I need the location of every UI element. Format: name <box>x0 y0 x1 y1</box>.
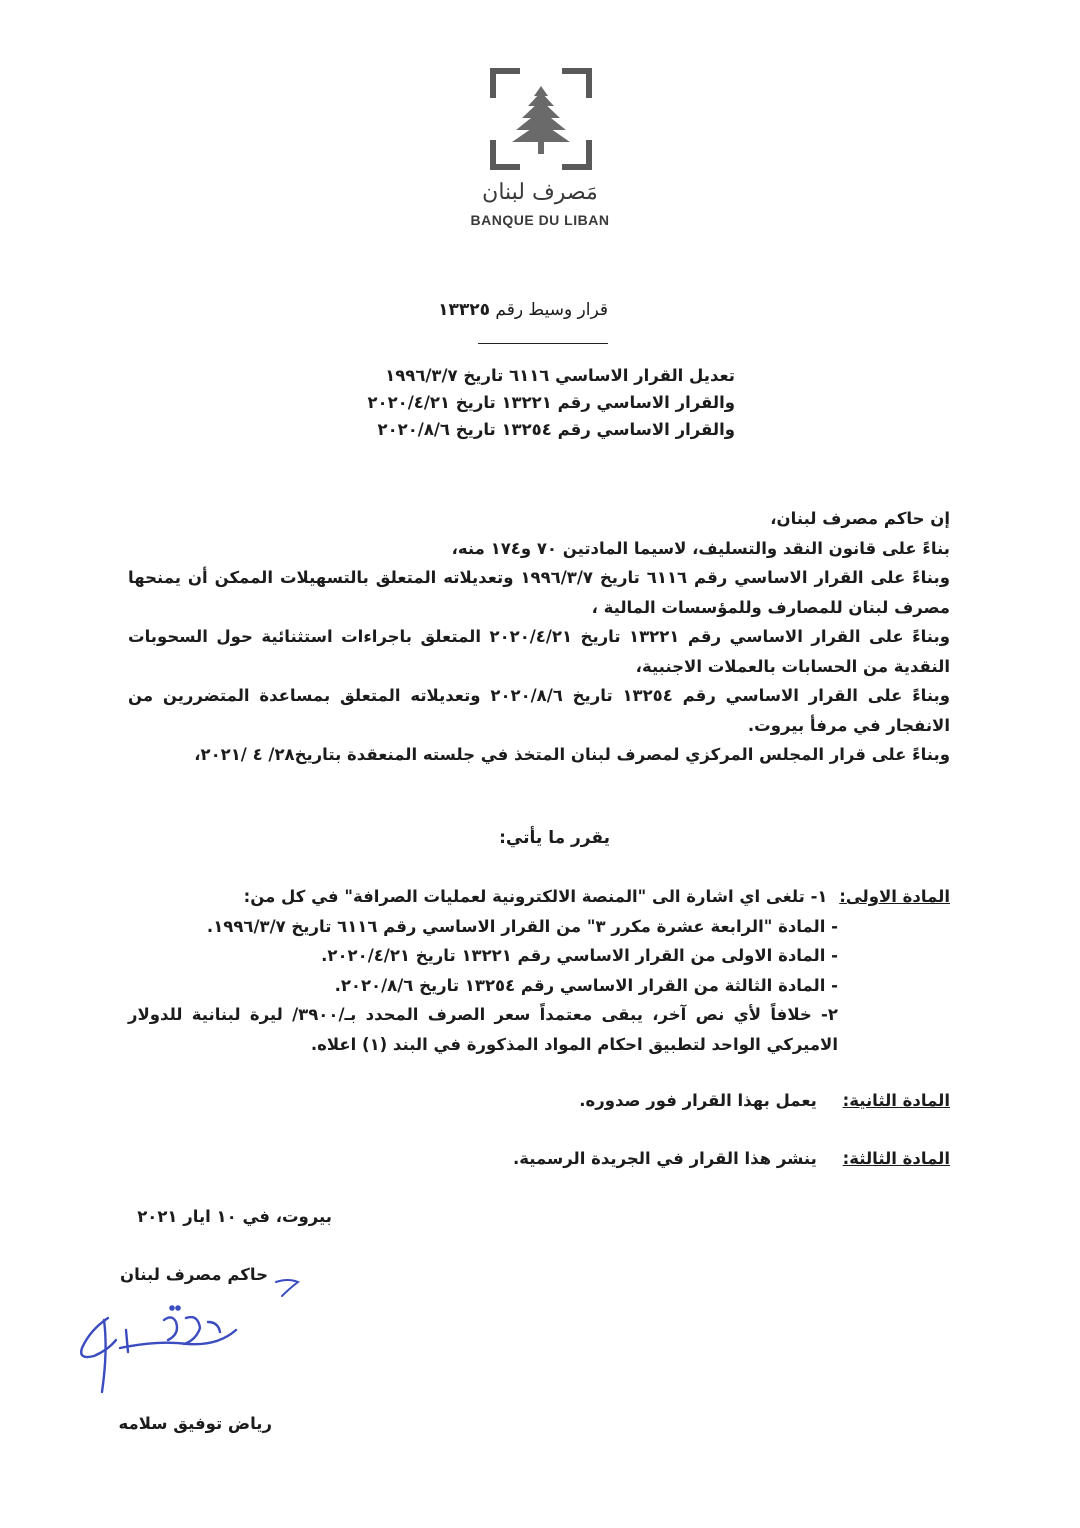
article-1-item: - المادة الاولى من القرار الاساسي رقم ١٣٢٢١ تاريخ ٢٠٢٠/٤/٢١. <box>321 946 838 965</box>
logo-french-name: BANQUE DU LIBAN <box>470 212 610 228</box>
article-1-clause-2: ٢- خلافاً لأي نص آخر، يبقى معتمداً سعر الصرف المحدد بـ/٣٩٠٠/ ليرة لبنانية للدولار الاميركي الواحد لتطبيق احكام المواد المذكورة في البند (١) اعلاه. <box>128 1005 838 1054</box>
preamble-line: وبناءً على قرار المجلس المركزي لمصرف لبنان المتخذ في جلسته المنعقدة بتاريخ٢٨/ ٤ /٢٠٢١، <box>194 745 950 764</box>
decides-heading: يقرر ما يأتي: <box>499 828 610 848</box>
article-1 <box>128 882 950 1059</box>
article-3-label: المادة الثالثة: <box>842 1149 950 1168</box>
article-3-text: ينشر هذا القرار في الجريدة الرسمية. <box>512 1149 817 1168</box>
article-1-item: - المادة الثالثة من القرار الاساسي رقم ١٣٢٥٤ تاريخ ٢٠٢٠/٨/٦. <box>334 975 838 995</box>
preamble-line: إن حاكم مصرف لبنان، <box>770 509 950 528</box>
article-1-item: - المادة "الرابعة عشرة مكرر ٣" من القرار الاساسي رقم ٦١١٦ تاريخ ١٩٩٦/٣/٧. <box>206 916 838 936</box>
article-2-label: المادة الثانية: <box>842 1091 950 1110</box>
handwritten-signature-icon <box>68 1300 248 1400</box>
place-and-date: بيروت، في ١٠ ايار ٢٠٢١ <box>137 1207 332 1226</box>
title-divider <box>478 343 608 344</box>
article-1-intro: ١- تلغى اي اشارة الى "المنصة الالكترونية لعمليات الصرافة" في كل من: <box>243 887 828 906</box>
preamble-line: وبناءً على القرار الاساسي رقم ٦١١٦ تاريخ ١٩٩٦/٣/٧ وتعديلاته المتعلق بالتسهيلات الممكن أن يمنحها مصرف لبنان للمصارف وللمؤسسات المالية ، <box>128 568 950 617</box>
cedar-tree-icon <box>490 68 592 170</box>
amend-line: تعديل القرار الاساسي ٦١١٦ تاريخ ١٩٩٦/٣/٧ <box>385 366 735 385</box>
preamble <box>128 504 950 770</box>
decision-title-text: قرار وسيط رقم <box>495 300 608 320</box>
logo-arabic-name: مَصرف لبنان <box>482 180 598 205</box>
article-3 <box>513 1149 950 1168</box>
governor-title: حاكم مصرف لبنان <box>120 1265 268 1284</box>
amend-line: والقرار الاساسي رقم ١٣٢٢١ تاريخ ٢٠٢٠/٤/٢١ <box>367 393 735 412</box>
decision-title <box>438 300 608 320</box>
decision-number: ١٣٣٢٥ <box>438 300 490 320</box>
article-1-label: المادة الاولى: <box>839 887 950 906</box>
governor-name: رياض توفيق سلامه <box>118 1414 272 1433</box>
article-2-text: يعمل بهذا القرار فور صدوره. <box>579 1091 817 1110</box>
amend-line: والقرار الاساسي رقم ١٣٢٥٤ تاريخ ٢٠٢٠/٨/٦ <box>377 420 735 439</box>
preamble-line: بناءً على قانون النقد والتسليف، لاسيما المادتين ٧٠ و١٧٤ منه، <box>451 538 950 558</box>
amended-decisions <box>367 362 735 443</box>
article-2 <box>579 1091 950 1110</box>
initial-mark-icon <box>272 1276 302 1300</box>
preamble-line: وبناءً على القرار الاساسي رقم ١٣٢٢١ تاريخ ٢٠٢٠/٤/٢١ المتعلق باجراءات استثنائية حول السحوبات النقدية من الحسابات بالعملات الاجنبية، <box>128 627 950 676</box>
preamble-line: وبناءً على القرار الاساسي رقم ١٣٢٥٤ تاريخ ٢٠٢٠/٨/٦ وتعديلاته المتعلق بمساعدة المتضررين من الانفجار في مرفأ بيروت. <box>128 686 951 735</box>
